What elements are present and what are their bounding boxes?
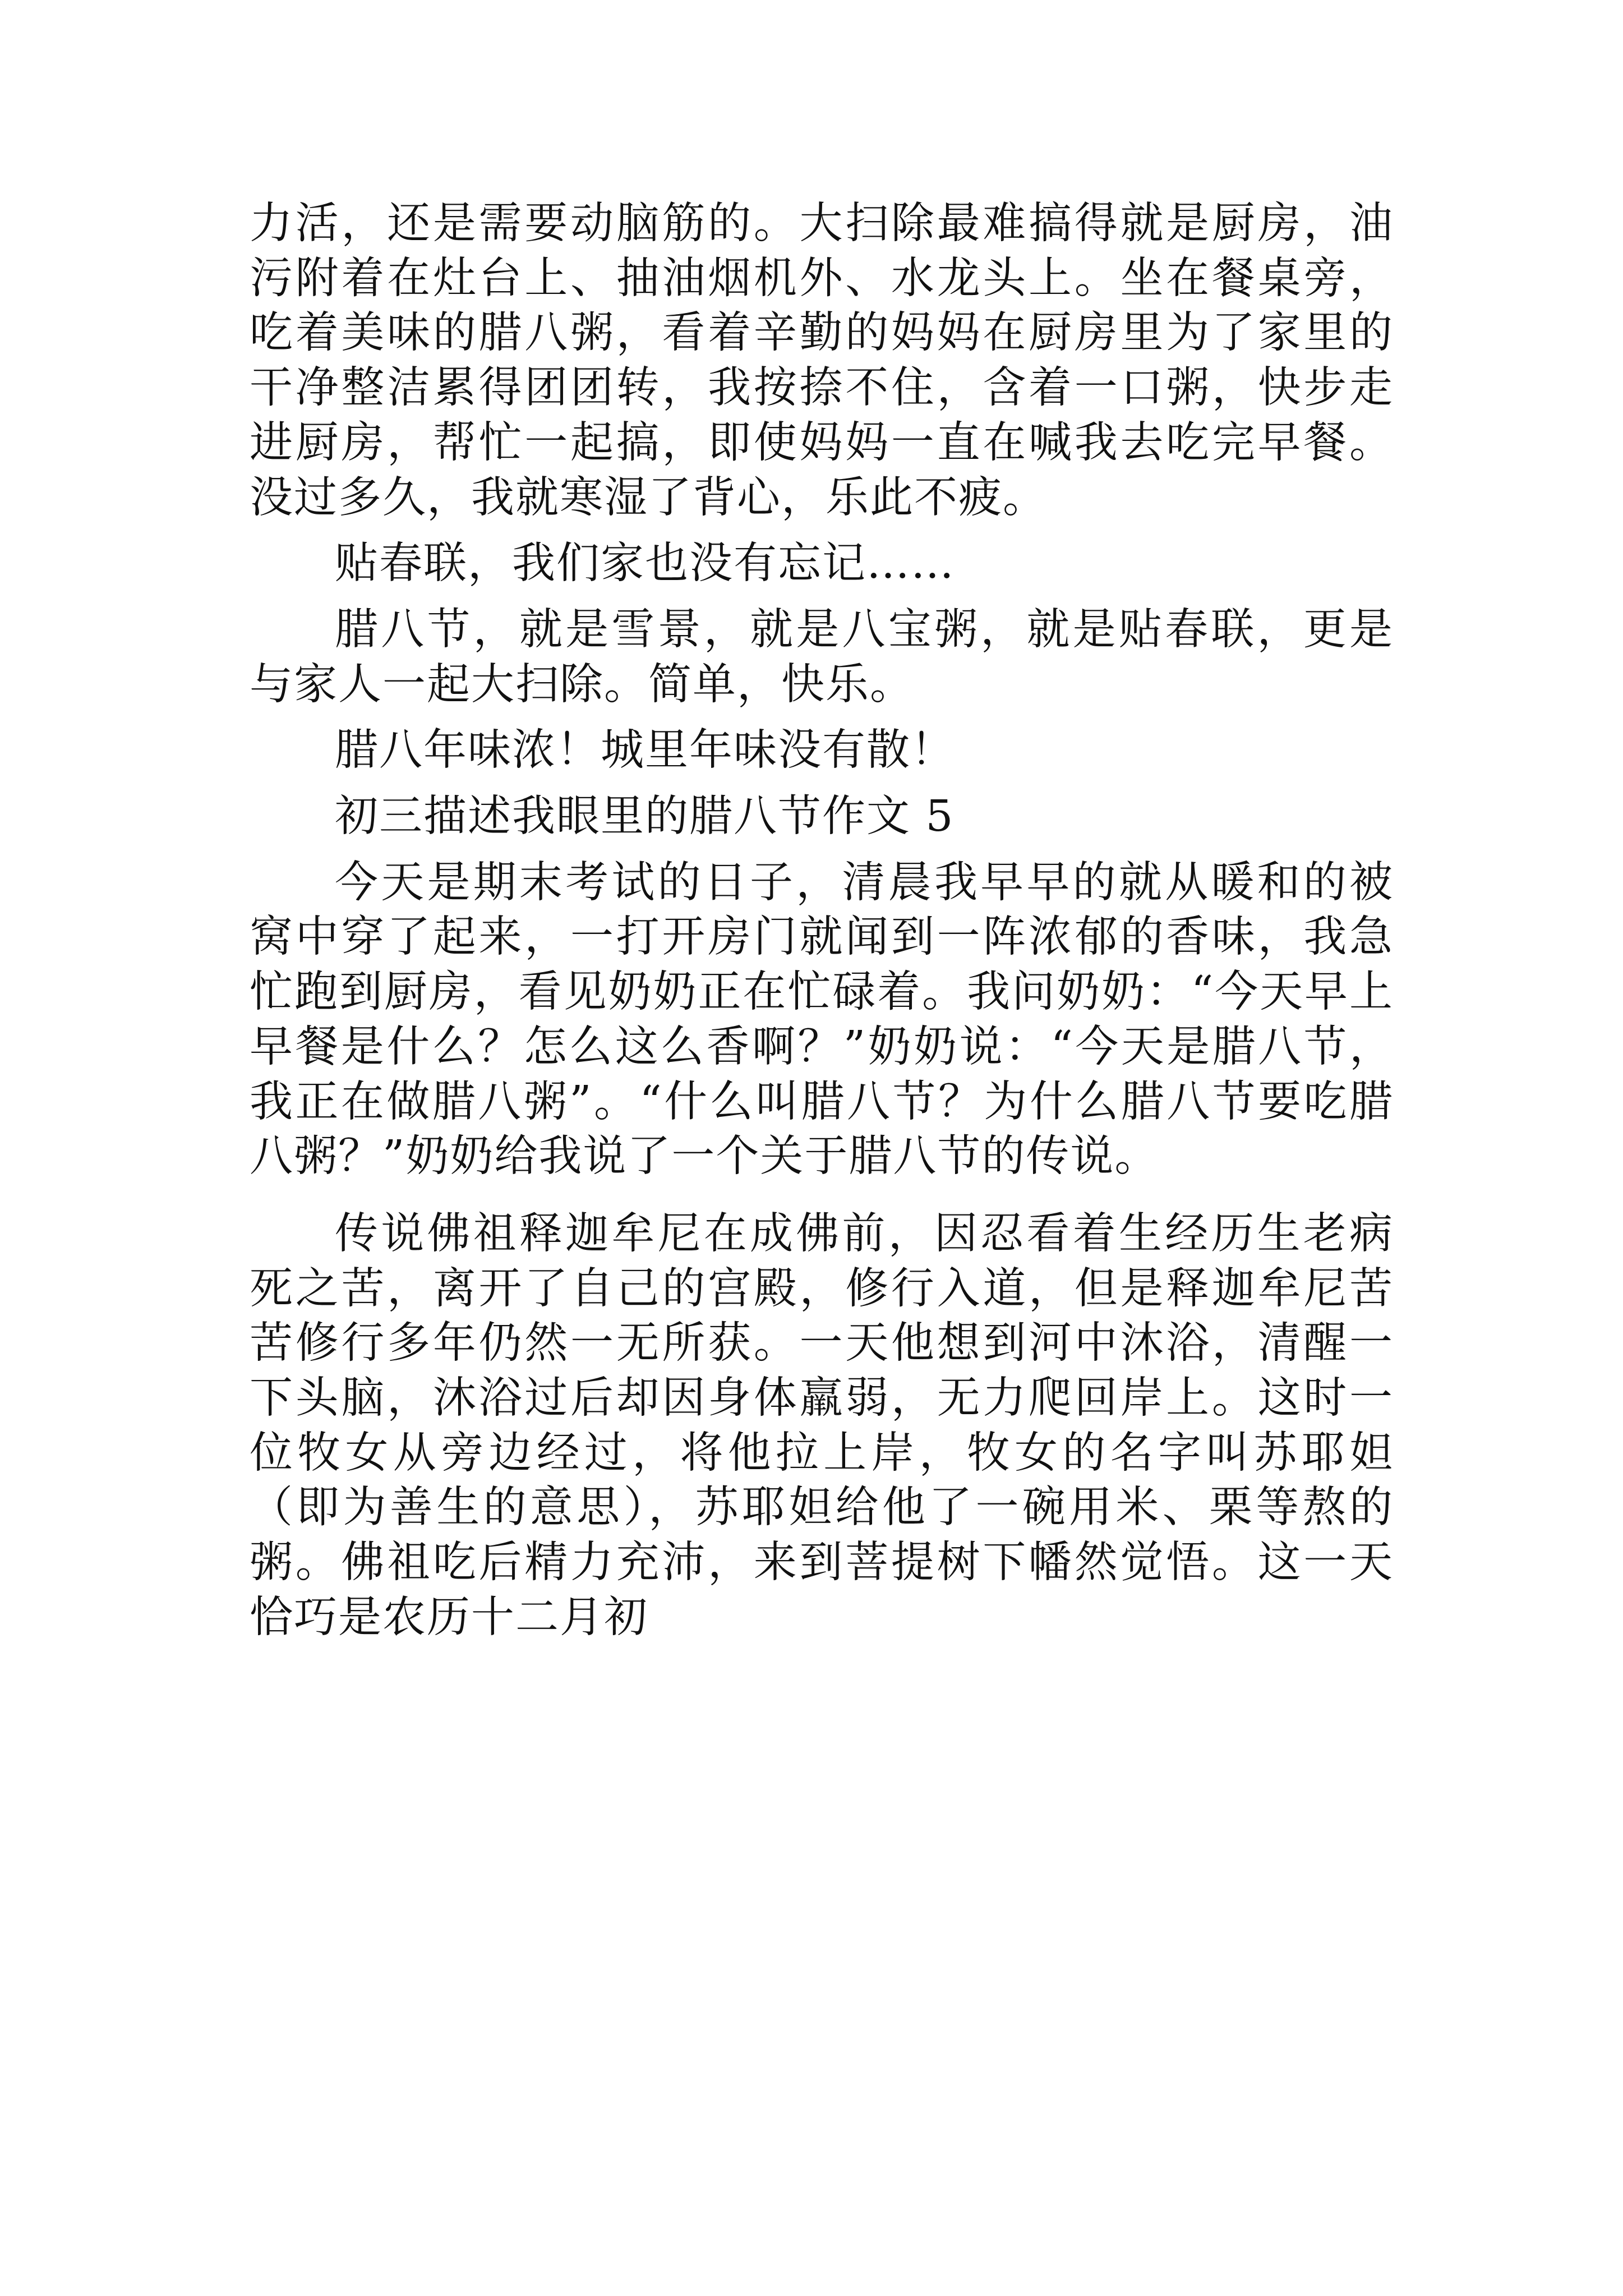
document-body <box>250 196 1394 1645</box>
section-heading: 初三描述我眼里的腊八节作文 5 <box>335 792 955 842</box>
paragraph: 传说佛祖释迦牟尼在成佛前，因忍看着生经历生老病死之苦，离开了自己的宫殿，修行入道，但是释迦牟尼苦苦修行多年仍然一无所获。一天他想到河中沐浴，清醒一下头脑，沐浴过后却因身体羸弱，无力爬回岸上。这时一位牧女从旁边经过，将他拉上岸，牧女的名字叫苏耶妲（即为善生的意思），苏耶妲给他了一碗用米、栗等熬的粥。佛祖吃后精力充沛，来到菩提树下幡然觉悟。这一天恰巧是农历十二月初 <box>250 1208 1394 1642</box>
paragraph: 今天是期末考试的日子，清晨我早早的就从暖和的被窝中穿了起来，一打开房门就闻到一阵浓郁的香味，我急忙跑到厨房，看见奶奶正在忙碌着。我问奶奶：“今天早上早餐是什么？怎么这么香啊？”奶奶说：“今天是腊八节，我正在做腊八粥”。“什么叫腊八节？为什么腊八节要吃腊八粥？”奶奶给我说了一个关于腊八节的传说。 <box>250 857 1394 1182</box>
paragraph: 贴春联，我们家也没有忘记…… <box>335 539 955 589</box>
paragraph: 腊八节，就是雪景，就是八宝粥，就是贴春联，更是与家人一起大扫除。简单，快乐。 <box>250 604 1394 710</box>
paragraph: 腊八年味浓！城里年味没有散！ <box>335 725 955 776</box>
paragraph: 力活，还是需要动脑筋的。大扫除最难搞得就是厨房，油污附着在灶台上、抽油烟机外、水龙头上。坐在餐桌旁，吃着美味的腊八粥，看着辛勤的妈妈在厨房里为了家里的干净整洁累得团团转，我按捺不住，含着一口粥，快步走进厨房，帮忙一起搞，即使妈妈一直在喊我去吃完早餐。没过多久，我就寒湿了背心，乐此不疲。 <box>250 199 1394 523</box>
